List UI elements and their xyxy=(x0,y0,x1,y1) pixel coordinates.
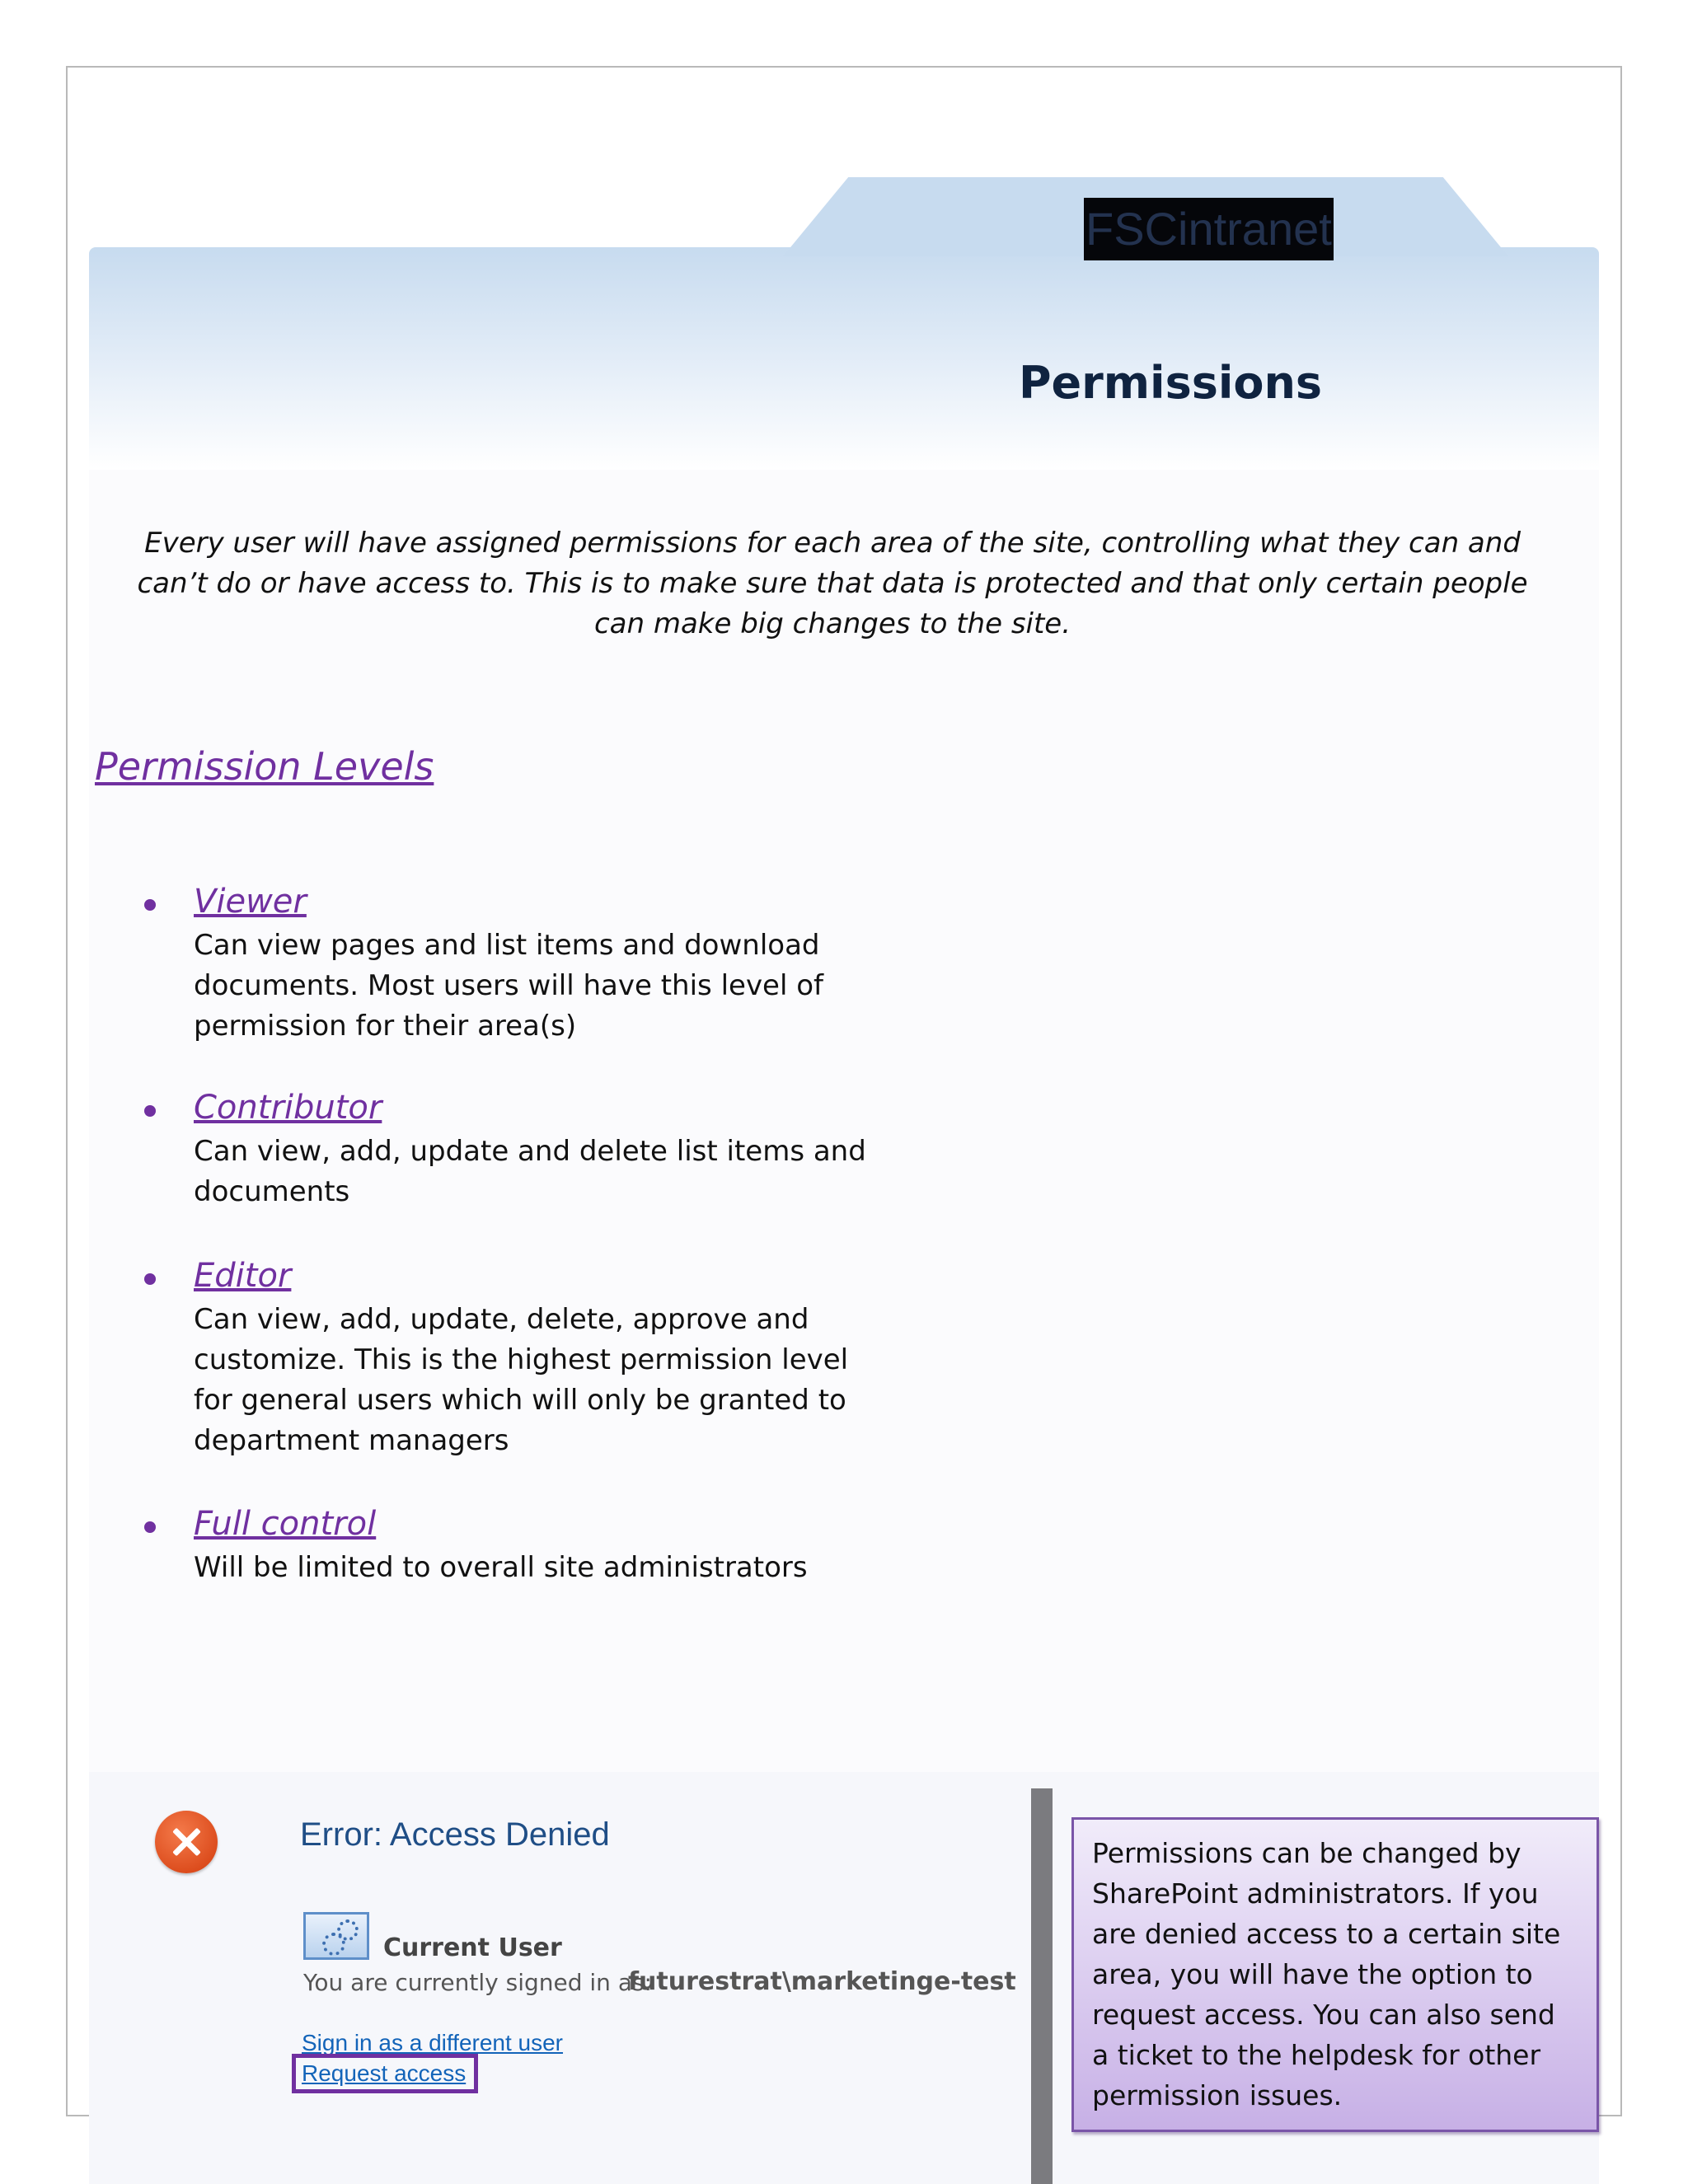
permission-level-name: Viewer xyxy=(194,883,307,921)
permission-level-description: Will be limited to overall site administrators xyxy=(194,1551,808,1584)
bullet-icon xyxy=(144,1105,156,1117)
permission-level-viewer xyxy=(144,878,886,1084)
bullet-icon xyxy=(144,1521,156,1533)
permission-levels-list xyxy=(144,878,886,1588)
permission-level-name: Editor xyxy=(194,1257,292,1295)
sign-in-different-user-link[interactable]: Sign in as a different user xyxy=(302,2030,564,2055)
permission-level-name: Full control xyxy=(194,1505,377,1543)
permission-level-editor xyxy=(144,1252,886,1500)
page-title: Permissions xyxy=(1018,357,1323,409)
permission-levels-heading: Permission Levels xyxy=(95,744,434,789)
signed-in-username: futurestrat\marketinge-test xyxy=(628,1967,1016,1996)
request-access-link[interactable]: Request access xyxy=(302,2060,467,2086)
error-icon xyxy=(155,1811,218,1873)
gear-icon xyxy=(322,1933,345,1956)
note-box xyxy=(1071,1817,1599,2132)
divider-bar xyxy=(1031,1788,1053,2184)
intro-paragraph: Every user will have assigned permissions for each area of the site, controlling what they can and can’t do or have access to. This is to make sure that data is protected and that only certain people can make big changes to the site. xyxy=(137,527,1528,640)
permission-level-contributor xyxy=(144,1084,886,1252)
signed-in-text: You are currently signed in as: xyxy=(303,1969,652,1996)
current-user-label: Current User xyxy=(383,1933,562,1962)
permission-level-description: Can view, add, update and delete list items and documents xyxy=(194,1135,866,1208)
bullet-icon xyxy=(144,1273,156,1285)
site-title: FSCintranet xyxy=(1084,198,1334,260)
permission-level-description: Can view pages and list items and download documents. Most users will have this level of permission for their area(s) xyxy=(194,929,824,1043)
permission-level-full-control xyxy=(144,1500,886,1588)
user-settings-icon xyxy=(303,1912,369,1960)
note-text: Permissions can be changed by SharePoint administrators. If you are denied access to a certain site area, you will have the option to request access. You can also send a ticket to the helpdesk for other permission issues. xyxy=(1092,1837,1561,2111)
error-title: Error: Access Denied xyxy=(300,1816,610,1853)
bullet-icon xyxy=(144,899,156,911)
permission-level-description: Can view, add, update, delete, approve and customize. This is the highest permission level for general users which will only be granted to department managers xyxy=(194,1303,849,1457)
permission-level-name: Contributor xyxy=(194,1089,382,1127)
